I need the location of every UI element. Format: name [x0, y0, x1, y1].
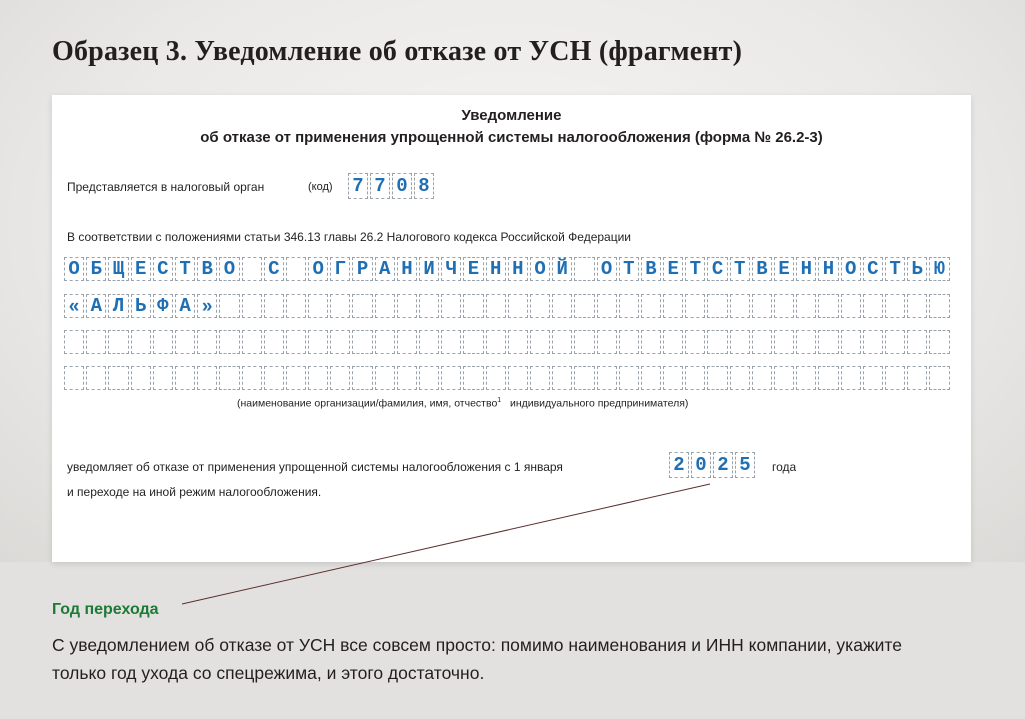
org-name-cell[interactable]: А	[375, 257, 395, 281]
org-name-cell[interactable]: Ч	[441, 257, 461, 281]
org-name-cell[interactable]: Т	[885, 257, 905, 281]
org-name-cell[interactable]: Н	[818, 257, 838, 281]
annotation-title: Год перехода	[52, 601, 159, 618]
tax-authority-code-cell[interactable]: 7	[370, 173, 390, 199]
org-name-cell[interactable]: А	[175, 294, 195, 318]
org-name-cell[interactable]: Н	[508, 257, 528, 281]
org-name-cell[interactable]: Г	[330, 257, 350, 281]
org-name-cell[interactable]: Н	[486, 257, 506, 281]
tax-authority-code-cell[interactable]: 7	[348, 173, 368, 199]
org-name-cell[interactable]: О	[597, 257, 617, 281]
org-name-cell[interactable]: Н	[397, 257, 417, 281]
org-name-cell[interactable]: Е	[663, 257, 683, 281]
org-name-cell[interactable]: В	[641, 257, 661, 281]
org-name-cell[interactable]: В	[752, 257, 772, 281]
code-label: (код)	[308, 181, 333, 193]
org-name-cell[interactable]: Т	[619, 257, 639, 281]
form-title: Уведомление	[461, 107, 562, 124]
notice-text: уведомляет об отказе от применения упрощенной системы налогообложения с 1 января	[67, 460, 563, 474]
sample-title: Образец 3. Уведомление об отказе от УСН (фрагмент)	[52, 36, 743, 67]
annotation-text: С уведомлением об отказе от УСН все совсем просто: помимо наименования и ИНН компании, укажите только год ухода со спецрежима, и этого достаточно.	[52, 635, 902, 683]
org-name-cell[interactable]: О	[219, 257, 239, 281]
org-name-caption-footnote: 1	[497, 397, 502, 404]
tax-authority-label: Представляется в налоговый орган	[67, 180, 265, 194]
year-suffix: года	[772, 460, 797, 474]
org-name-caption-text: (наименование организации/фамилия, имя, отчество	[237, 397, 498, 410]
tax-authority-code-cell[interactable]: 8	[414, 173, 434, 199]
org-name-cell[interactable]: Л	[108, 294, 128, 318]
org-name-cell[interactable]: С	[863, 257, 883, 281]
org-name-cell[interactable]: О	[64, 257, 84, 281]
form-subtitle: об отказе от применения упрощенной системы налогообложения (форма № 26.2-3)	[200, 129, 823, 146]
org-name-cell[interactable]: Ю	[929, 257, 949, 281]
tax-authority-code-cell[interactable]: 0	[392, 173, 412, 199]
org-name-cell[interactable]: Т	[685, 257, 705, 281]
org-name-cell[interactable]: Е	[463, 257, 483, 281]
org-name-cell[interactable]: Ь	[907, 257, 927, 281]
org-name-cell[interactable]: Ь	[131, 294, 151, 318]
pointer-line-stroke	[182, 484, 710, 604]
org-name-cell[interactable]: С	[264, 257, 284, 281]
org-name-cell[interactable]: «	[64, 294, 84, 318]
org-name-cell[interactable]: Р	[352, 257, 372, 281]
org-name-caption-tail: индивидуального предпринимателя)	[509, 397, 689, 410]
org-name-cell[interactable]: И	[419, 257, 439, 281]
legal-basis-text: В соответствии с положениями статьи 346.13 главы 26.2 Налогового кодекса Российской Федерации	[67, 230, 632, 244]
org-name-cell[interactable]: С	[153, 257, 173, 281]
org-name-cell[interactable]: Е	[774, 257, 794, 281]
org-name-cell[interactable]: О	[841, 257, 861, 281]
org-name-cell[interactable]: »	[197, 294, 217, 318]
year-cell[interactable]: 5	[735, 452, 755, 478]
org-name-cell[interactable]: Щ	[108, 257, 128, 281]
org-name-cell[interactable]: Т	[730, 257, 750, 281]
org-name-cell[interactable]: О	[308, 257, 328, 281]
org-name-cell[interactable]: С	[707, 257, 727, 281]
org-name-cell[interactable]: Й	[552, 257, 572, 281]
transition-text: и переходе на иной режим налогообложения.	[67, 485, 322, 499]
org-name-cell[interactable]: Б	[86, 257, 106, 281]
org-name-cell[interactable]: Т	[175, 257, 195, 281]
org-name-cell[interactable]: Ф	[153, 294, 173, 318]
org-name-cell[interactable]: Е	[131, 257, 151, 281]
year-cell[interactable]: 2	[713, 452, 733, 478]
org-name-cell[interactable]: В	[197, 257, 217, 281]
year-cell[interactable]: 2	[669, 452, 689, 478]
org-name-cell[interactable]: А	[86, 294, 106, 318]
year-cell[interactable]: 0	[691, 452, 711, 478]
org-name-cell[interactable]: О	[530, 257, 550, 281]
org-name-cell[interactable]: Н	[796, 257, 816, 281]
